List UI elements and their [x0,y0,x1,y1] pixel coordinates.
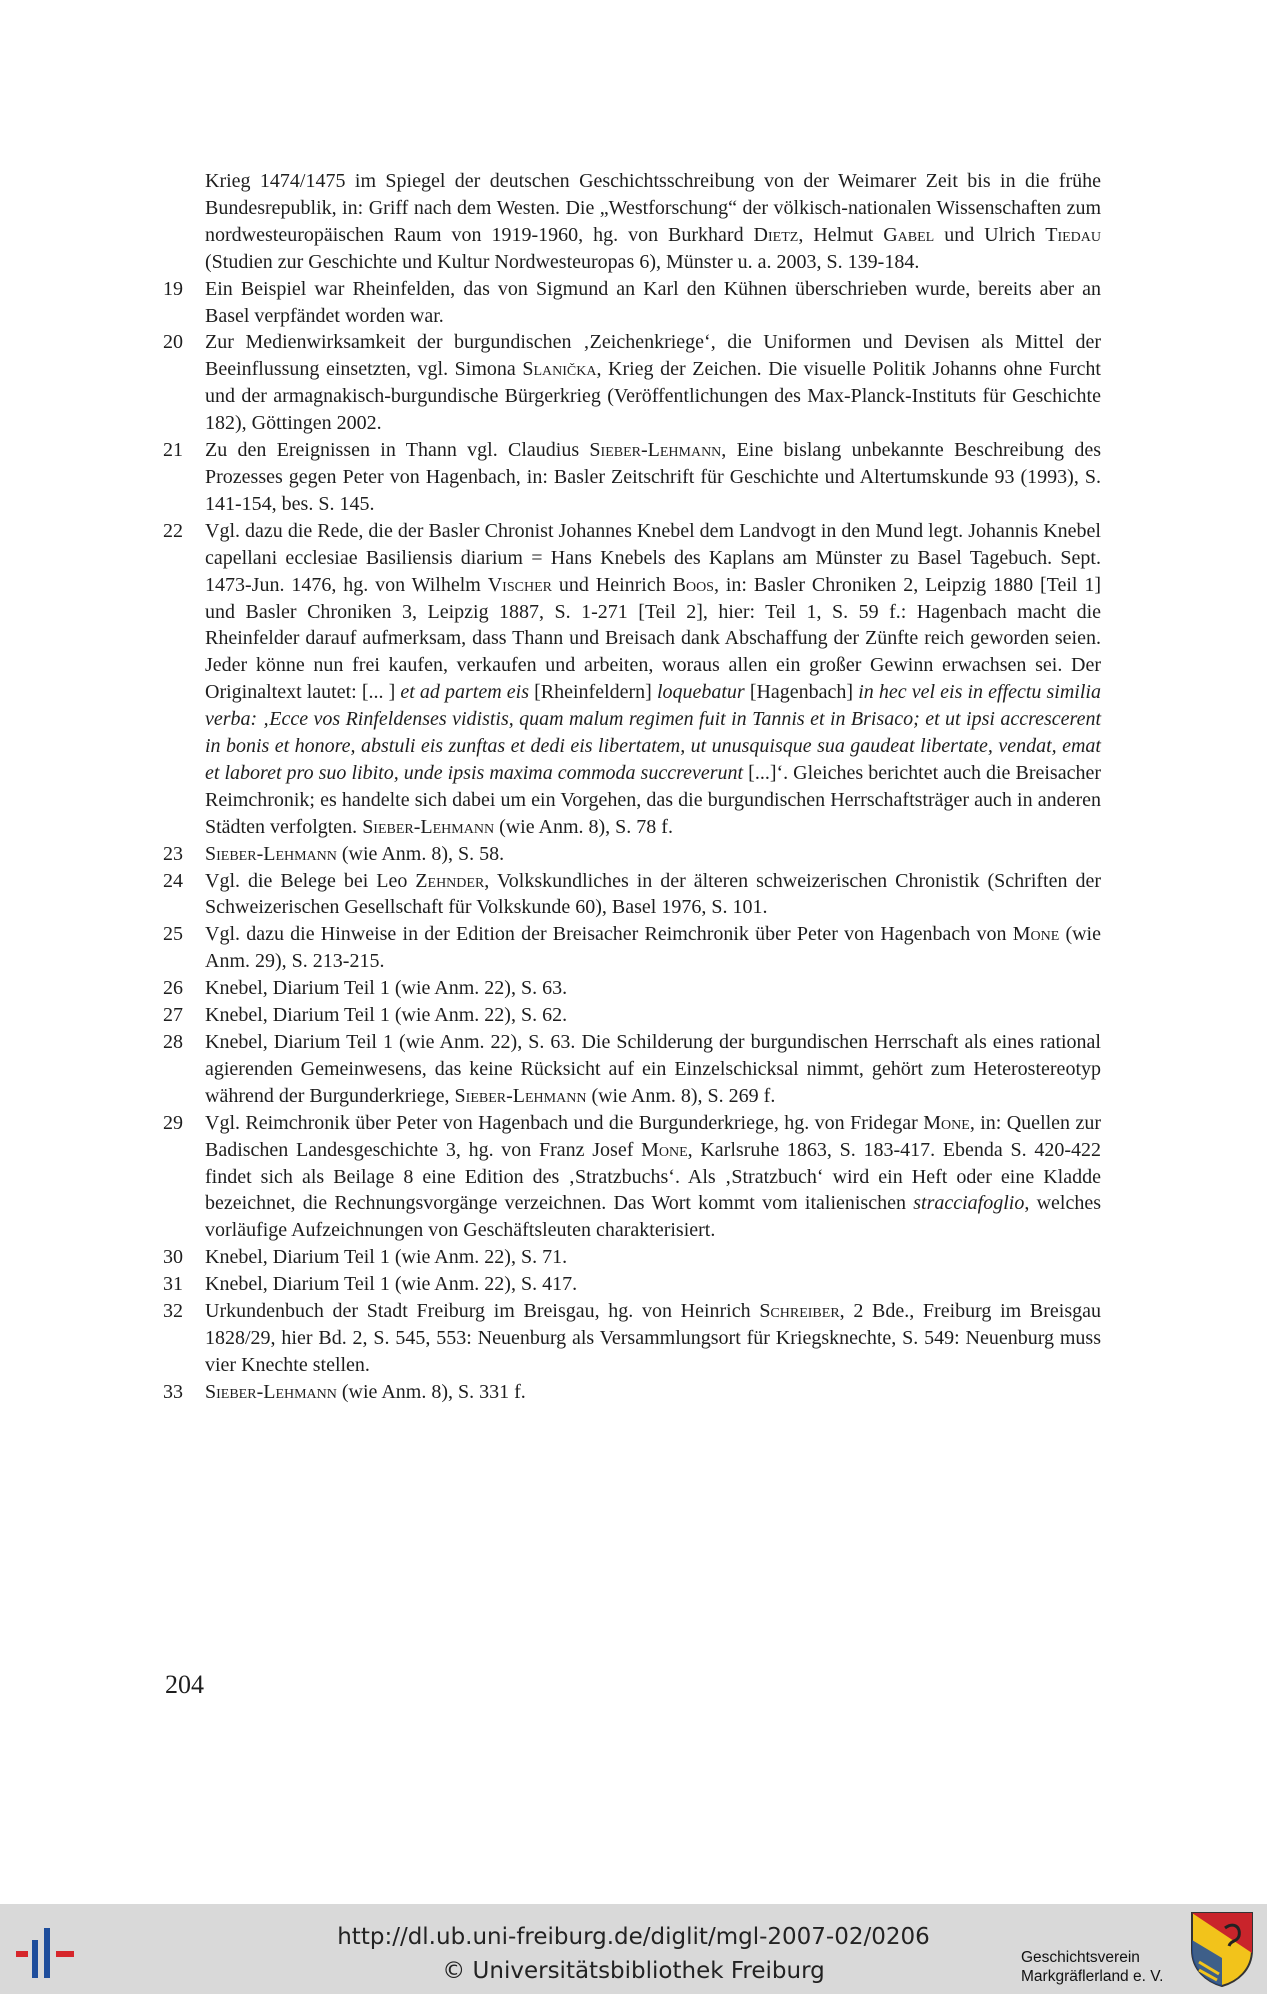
text-segment: [...]‘. Gleiches berichtet auch die Breisacher Reimchronik; es handelte sich dabei um ein Vorgehen, das die burgundischen Herrschaftsträger auch in anderen Städten verfolgten. [205,761,1101,838]
footnote-number: 26 [163,977,183,1000]
footnote-number: 20 [163,331,183,354]
text-segment: , in: Basler Chroniken 2, Leipzig 1880 [Teil 1] und Basler Chroniken 3, Leipzig 1887, S. 1-271 [Teil 2], hier: Teil 1, S. 59 f.: Hagenbach macht die Rheinfelder darauf aufmerksam, dass Thann und Breisach dank Abschaffung der Zünfte reich geworden seien. Jeder könne nun frei kaufen, verkaufen und arbeiten, woraus allen ein großer Gewinn erwachsen sei. Der Originaltext lautet: [... ] [205,573,1101,704]
footnote [163,921,1101,975]
footnote-number: 32 [163,1300,183,1323]
footnote-text [205,439,1101,515]
footnote [163,1110,1101,1245]
text-segment: Urkundenbuch der Stadt Freiburg im Breisgau, hg. von Heinrich [205,1300,760,1323]
footnote [163,329,1101,437]
society-name-line2: Markgräflerland e. V. [1021,1968,1164,1985]
author-name: Gabel [883,223,935,246]
text-segment: , Volkskundliches in der älteren schweizerischen Chronistik (Schriften der Schweizerischen Gesellschaft für Volkskunde 60), Basel 1976, S. 101. [205,869,1101,919]
author-name: Zehnder [415,869,485,892]
author-name: Tiedau [1045,223,1101,246]
footnote-text [205,520,1101,838]
text-segment: Krieg 1474/1475 im Spiegel der deutschen Geschichtsschreibung von der Weimarer Zeit bis in die frühe Bundesrepublik, in: Griff nach dem Westen. Die „Westforschung“ der völkisch-nationalen Wissenschaften zum nordwesteuropäischen Raum von 1919-1960, hg. von Burkhard [205,170,1101,246]
text-segment: Vgl. dazu die Hinweise in der Edition der Breisacher Reimchronik über Peter von Hagenbach von [205,923,1013,946]
footnote-text [205,1381,526,1403]
text-segment: und Ulrich [934,223,1046,246]
copyright-text: © Universitätsbibliothek Freiburg [442,1958,825,1984]
text-segment: Ein Beispiel war Rheinfelden, das von Sigmund an Karl den Kühnen überschrieben wurde, bereits aber an Basel verpfändet worden war. [205,277,1101,327]
footnote-number: 27 [163,1004,183,1027]
footnote-text [205,843,504,865]
footnote [163,437,1101,518]
text-segment: (wie Anm. 8), S. 58. [336,842,505,865]
footnote-number: 22 [163,519,183,542]
footnote-number: 31 [163,1273,183,1296]
italic-text: loquebatur [656,681,745,704]
footnote-text [205,1300,1101,1376]
author-name: Sieber-Lehmann [205,1380,337,1403]
footnote-number: 25 [163,923,183,946]
footnote [163,1029,1101,1110]
footnote [163,841,1101,868]
author-name: Sieber-Lehmann [454,1084,587,1107]
text-segment: (wie Anm. 8), S. 331 f. [336,1380,526,1403]
text-segment: , Karlsruhe 1863, S. 183-417. Ebenda S. 420-422 findet sich als Beilage 8 eine Edition des ‚Stratzbuchs‘. Als ‚Stratzbuch‘ wird ein Heft oder eine Kladde bezeichnet, die Rechnungsvorgänge verzeichnen. Das Wort kommt vom italienischen [205,1138,1101,1215]
footnote-text [205,331,1101,434]
footnote-number: 28 [163,1031,183,1053]
italic-text: in hec vel eis in effectu similia verba: ‚Ecce vos Rinfeldenses vidistis, quam malum regimen fuit in Tannis et in Brisaco; et ut ipsi accrescerent in bonis et honore, abstuli eis zunftas et dedi eis libertatem, ut unusquisque sua gaudeat libertate, vendat, emat et laboret pro suo libito, unde ipsis maxima commoda succreverunt [205,681,1101,784]
society-name-line1: Geschichtsverein [1021,1949,1140,1966]
footnote-number: 23 [163,842,183,865]
footnote [163,975,1101,1002]
footnote-number: 33 [163,1380,183,1403]
text-segment: (wie Anm. 8), S. 78 f. [494,815,673,838]
footnote [163,168,1101,276]
footnote-text [205,1004,567,1026]
footnote-text [205,278,1101,327]
author-name: Dietz [753,223,799,246]
author-name: Mone [1012,923,1060,946]
text-segment: (wie Anm. 29), S. 213-215. [205,923,1101,973]
text-segment: Vgl. dazu die Rede, die der Basler Chronist Johannes Knebel dem Landvogt in den Mund legt. Johannis Knebel capellani ecclesiae Basiliensis diarium = Hans Knebels des Kaplans am Münster zu Basel Tagebuch. Sept. 1473-Jun. 1476, hg. von Wilhelm [205,519,1101,596]
footer-bar [0,1904,1267,1994]
author-name: Schreiber [759,1300,840,1323]
author-name: Sieber-Lehmann [589,439,722,462]
footnote [163,276,1101,330]
text-segment: , Helmut [798,223,884,246]
text-segment: , welches vorläufige Aufzeichnungen von Geschäftsleuten charakterisiert. [205,1192,1102,1242]
text-segment: , in: Quellen zur Badischen Landesgeschichte 3, hg. von Franz Josef [205,1111,1101,1161]
coat-of-arms-icon [1189,1910,1255,1988]
author-name: Slanička [522,358,597,381]
text-segment: (wie Anm. 8), S. 269 f. [586,1084,776,1107]
footnote [163,868,1101,922]
footnote [163,518,1101,841]
page-number: 204 [165,1670,204,1699]
text-segment: , Krieg der Zeichen. Die visuelle Politik Johanns ohne Furcht und der armagnakisch-burgundische Bürgerkrieg (Veröffentlichungen des Max-Planck-Instituts für Geschichte 182), Göttingen 2002. [205,358,1101,435]
author-name: Sieber-Lehmann [205,842,337,865]
author-name: Boos [672,573,714,596]
footnote-text [205,977,567,999]
italic-text: et ad partem eis [400,681,529,704]
footnote-number: 24 [163,869,183,892]
text-segment: Knebel, Diarium Teil 1 (wie Anm. 22), S. 63. Die Schilderung der burgundischen Herrschaft als eines rational agierenden Gemeinwesens, das keine Rücksicht auf ein Einzelschicksal nimmt, gehört zum Heterostereotyp während der Burgunderkriege, [205,1031,1101,1107]
footnote-text [205,870,1101,919]
text-segment: [Hagenbach] [744,681,859,704]
footnote-text [205,923,1101,972]
italic-text: stracciafoglio [913,1192,1025,1215]
footnote-number: 19 [163,277,183,300]
text-segment: Zur Medienwirksamkeit der burgundischen ‚Zeichenkriege‘, die Uniformen und Devisen als Mittel der Beeinflussung einsetzten, vgl. Simona [205,331,1101,381]
footnote-number: 29 [163,1111,183,1134]
footnote-number: 30 [163,1246,183,1269]
footnote [163,1379,1101,1406]
footnote [163,1271,1101,1298]
footnote-text [205,1112,1101,1242]
text-segment: Zu den Ereignissen in Thann vgl. Claudius [205,439,590,462]
text-segment: Knebel, Diarium Teil 1 (wie Anm. 22), S. 63. [205,977,568,1000]
author-name: Mone [641,1138,688,1161]
footnote [163,1244,1101,1271]
footnote-text [205,1031,1101,1107]
text-segment: [Rheinfeldern] [529,681,657,704]
footnote [163,1298,1101,1379]
text-segment: Knebel, Diarium Teil 1 (wie Anm. 22), S. 71. [205,1246,568,1269]
text-segment: Vgl. die Belege bei Leo [205,869,416,892]
footnotes-list [163,168,1101,1406]
footnote [163,1002,1101,1029]
footnote-number: 21 [163,439,183,462]
footnote-text [205,1246,567,1268]
text-segment: Vgl. Reimchronik über Peter von Hagenbach und die Burgunderkriege, hg. von Fridegar [205,1111,924,1134]
text-segment: , Eine bislang unbekannte Beschreibung des Prozesses gegen Peter von Hagenbach, in: Basler Zeitschrift für Geschichte und Altertumskunde 93 (1993), S. 141-154, bes. S. 145. [205,439,1101,515]
footnote-text [205,1273,577,1295]
author-name: Sieber-Lehmann [362,815,495,838]
footnote-text [205,170,1101,273]
text-segment: (Studien zur Geschichte und Kultur Nordwesteuropas 6), Münster u. a. 2003, S. 139-184. [205,250,920,273]
document-url-link[interactable]: http://dl.ub.uni-freiburg.de/diglit/mgl-2007-02/0206 [337,1924,930,1950]
society-name [1021,1948,1163,1986]
author-name: Mone [923,1111,970,1134]
author-name: Vischer [487,573,552,596]
text-segment: Knebel, Diarium Teil 1 (wie Anm. 22), S. 62. [205,1004,568,1027]
text-segment: , 2 Bde., Freiburg im Breisgau 1828/29, hier Bd. 2, S. 545, 553: Neuenburg als Versammlungsort für Kriegsknechte, S. 549: Neuenburg muss vier Knechte stellen. [205,1300,1101,1376]
text-segment: Knebel, Diarium Teil 1 (wie Anm. 22), S. 417. [205,1273,578,1296]
text-segment: und Heinrich [551,573,673,596]
